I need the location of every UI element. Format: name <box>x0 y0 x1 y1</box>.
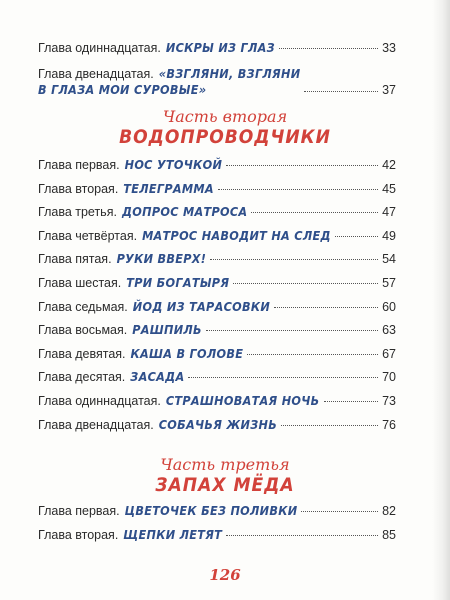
dot-leader <box>301 511 378 512</box>
toc-entry <box>38 346 396 362</box>
dot-leader <box>335 236 378 237</box>
chapter-title: КАША В ГОЛОВЕ <box>130 345 244 361</box>
page-ref: 47 <box>382 205 396 220</box>
toc-entry <box>38 417 396 433</box>
page-ref: 37 <box>382 83 396 97</box>
page-number: 126 <box>209 566 241 584</box>
page-ref: 42 <box>382 158 396 172</box>
chapter-title: РУКИ ВВЕРХ! <box>116 251 207 267</box>
toc-entry <box>38 503 396 519</box>
chapter-label: Глава десятая. <box>38 370 126 385</box>
dot-leader <box>206 330 378 331</box>
chapter-title: ТРИ БОГАТЫРЯ <box>126 275 230 290</box>
toc-entry <box>38 322 396 338</box>
dot-leader <box>281 425 378 426</box>
chapter-title: СОБАЧЬЯ ЖИЗНЬ <box>158 416 278 432</box>
chapter-label: Глава вторая. <box>38 528 119 542</box>
chapter-title: ЩЕПКИ ЛЕТЯТ <box>123 527 223 542</box>
toc-entry <box>38 393 396 409</box>
chapter-label: Глава четвёртая. <box>38 228 138 243</box>
chapter-label: Глава восьмая. <box>38 323 128 338</box>
chapter-label: Глава одиннадцатая. <box>38 41 161 55</box>
page-ref: 54 <box>382 252 396 267</box>
dot-leader <box>188 377 378 378</box>
toc-entry <box>38 40 396 56</box>
chapter-label: Глава третья. <box>38 205 117 220</box>
page-edge-shadow <box>432 0 450 600</box>
page-ref: 45 <box>382 181 396 196</box>
toc-entry <box>38 299 396 315</box>
page-ref: 60 <box>382 299 396 314</box>
chapter-label: Глава двенадцатая. <box>38 67 154 81</box>
chapter-title: ЙОД ИЗ ТАРАСОВКИ <box>132 298 271 314</box>
page-ref: 57 <box>382 276 396 290</box>
chapter-title: ЗАСАДА <box>130 369 185 385</box>
dot-leader <box>279 48 378 49</box>
part-name: ЗАПАХ МЁДА <box>155 474 295 496</box>
page-ref: 76 <box>382 417 396 432</box>
toc-entry <box>38 251 396 267</box>
page-ref: 82 <box>382 504 396 518</box>
page-ref: 73 <box>382 394 396 408</box>
chapter-label: Глава девятая. <box>38 346 126 361</box>
chapter-title: ТЕЛЕГРАММА <box>123 180 214 196</box>
part-label: Часть третья <box>160 455 290 474</box>
page-ref: 67 <box>382 346 396 361</box>
chapter-label: Глава пятая. <box>38 252 112 267</box>
page-ref: 70 <box>382 370 396 385</box>
dot-leader <box>251 212 378 213</box>
dot-leader <box>226 165 378 166</box>
toc-entry <box>38 527 396 543</box>
toc-entry-multiline <box>38 64 396 98</box>
dot-leader <box>304 91 378 92</box>
part-heading <box>0 108 450 148</box>
chapter-title: ЦВЕТОЧЕК БЕЗ ПОЛИВКИ <box>124 503 298 518</box>
chapter-title-line1: «ВЗГЛЯНИ, ВЗГЛЯНИ <box>158 66 301 81</box>
chapter-title: ИСКРЫ ИЗ ГЛАЗ <box>165 40 275 55</box>
chapter-label: Глава первая. <box>38 504 120 518</box>
toc-entry <box>38 275 396 291</box>
chapter-title: СТРАШНОВАТАЯ НОЧЬ <box>165 393 320 408</box>
page-ref: 33 <box>382 41 396 55</box>
part-heading <box>0 456 450 496</box>
toc-entry <box>38 181 396 197</box>
dot-leader <box>233 283 378 284</box>
page-ref: 85 <box>382 528 396 542</box>
chapter-label: Глава шестая. <box>38 276 122 290</box>
toc-entry <box>38 157 396 173</box>
toc-entry <box>38 369 396 385</box>
toc-entry <box>38 204 396 220</box>
chapter-label: Глава первая. <box>38 158 120 172</box>
dot-leader <box>274 307 378 308</box>
chapter-label: Глава вторая. <box>38 181 119 196</box>
part-name: ВОДОПРОВОДЧИКИ <box>119 126 331 148</box>
chapter-label: Глава двенадцатая. <box>38 417 154 432</box>
toc-entry <box>38 228 396 244</box>
dot-leader <box>210 259 378 260</box>
dot-leader <box>218 189 378 190</box>
chapter-title: НОС УТОЧКОЙ <box>124 157 223 172</box>
dot-leader <box>324 401 379 402</box>
dot-leader <box>247 354 378 355</box>
chapter-title: ДОПРОС МАТРОСА <box>121 204 248 220</box>
chapter-label: Глава одиннадцатая. <box>38 394 161 408</box>
chapter-title: МАТРОС НАВОДИТ НА СЛЕД <box>142 227 331 243</box>
chapter-title: РАШПИЛЬ <box>132 322 202 338</box>
chapter-label: Глава седьмая. <box>38 299 128 314</box>
chapter-title-line2: В ГЛАЗА МОИ СУРОВЫЕ» <box>38 82 207 97</box>
page-ref: 49 <box>382 228 396 243</box>
part-label: Часть вторая <box>162 107 288 126</box>
page-ref: 63 <box>382 323 396 338</box>
dot-leader <box>226 535 378 536</box>
